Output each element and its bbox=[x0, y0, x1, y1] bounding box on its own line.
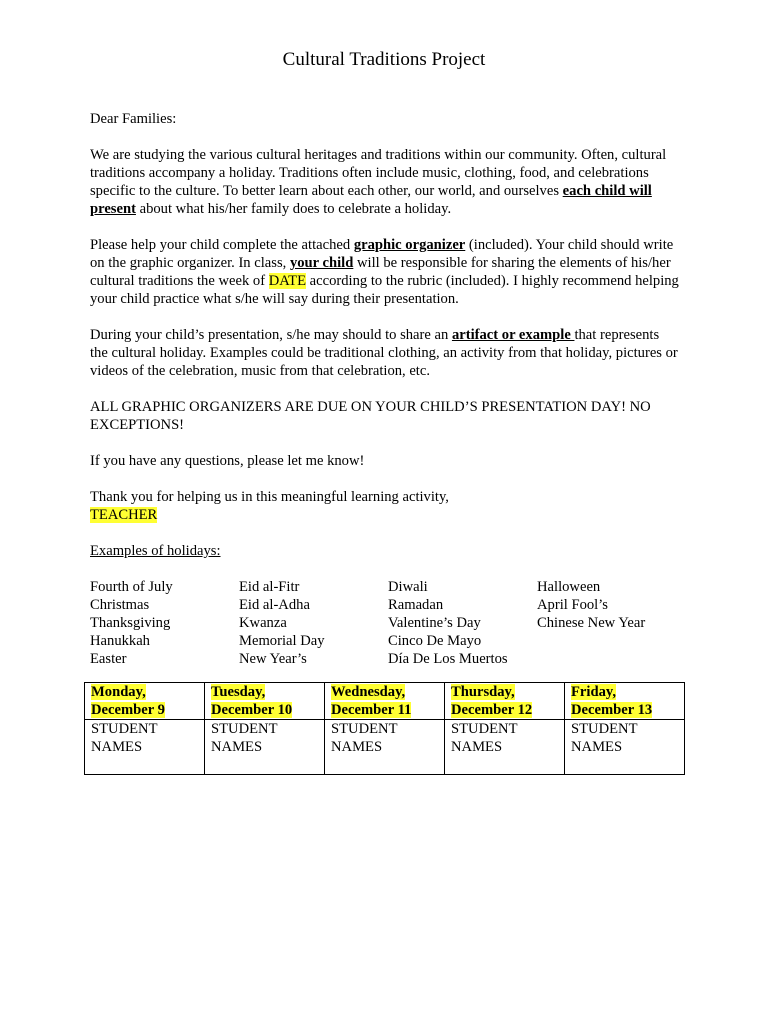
schedule-names-row bbox=[85, 720, 685, 775]
emphasis-graphic-organizer: graphic organizer bbox=[353, 237, 466, 253]
holiday-item: Eid al-Adha bbox=[239, 597, 310, 613]
letter-body bbox=[90, 110, 680, 668]
date-placeholder: DATE bbox=[268, 273, 307, 289]
holiday-column bbox=[239, 578, 388, 668]
day-weekday: Monday, bbox=[91, 684, 146, 700]
student-names-cell: STUDENT NAMES bbox=[205, 720, 325, 775]
holiday-item: Valentine’s Day bbox=[388, 615, 481, 631]
holiday-item: Diwali bbox=[388, 579, 428, 595]
holiday-item: Easter bbox=[90, 651, 127, 667]
day-date: December 13 bbox=[571, 702, 653, 718]
day-weekday: Tuesday, bbox=[211, 684, 266, 700]
holiday-item: Cinco De Mayo bbox=[388, 633, 482, 649]
page-title: Cultural Traditions Project bbox=[282, 49, 486, 70]
student-names-cell: STUDENT NAMES bbox=[445, 720, 565, 775]
day-date: December 11 bbox=[331, 702, 412, 718]
paragraph-instructions: Please help your child complete the attached graphic organizer (included). Your child should write on the graphic organizer. In class, your child will be responsible for sharing the elements of his/her cultural traditions the week of DATE according to the rubric (included). I highly recommend helping your child practice what s/he will say during their presentation. bbox=[90, 237, 679, 307]
paragraph-deadline: ALL GRAPHIC ORGANIZERS ARE DUE ON YOUR CHILD’S PRESENTATION DAY! NO EXCEPTIONS! bbox=[90, 399, 651, 433]
holiday-item: Hanukkah bbox=[90, 633, 150, 649]
holiday-item: April Fool’s bbox=[537, 597, 608, 613]
day-weekday: Friday, bbox=[571, 684, 616, 700]
holiday-item: Christmas bbox=[90, 597, 150, 613]
holiday-item: New Year’s bbox=[239, 651, 307, 667]
holiday-item: Halloween bbox=[537, 579, 601, 595]
holiday-column bbox=[537, 578, 687, 668]
day-weekday: Thursday, bbox=[451, 684, 515, 700]
holiday-item: Thanksgiving bbox=[90, 615, 171, 631]
salutation: Dear Families: bbox=[90, 111, 177, 127]
student-names-cell: STUDENT NAMES bbox=[85, 720, 205, 775]
day-date: December 9 bbox=[91, 702, 165, 718]
paragraph-questions: If you have any questions, please let me know! bbox=[90, 453, 365, 469]
holiday-item: Fourth of July bbox=[90, 579, 173, 595]
schedule-day-cell bbox=[445, 683, 565, 720]
holiday-item: Chinese New Year bbox=[537, 615, 646, 631]
holiday-item: Día De Los Muertos bbox=[388, 651, 508, 667]
day-date: December 12 bbox=[451, 702, 533, 718]
paragraph-artifact: During your child’s presentation, s/he may should to share an artifact or example that represents the cultural holiday. Examples could be traditional clothing, an activity from that holiday, pictures or videos of the celebration, music from that celebration, etc. bbox=[90, 327, 678, 379]
examples-heading: Examples of holidays: bbox=[90, 543, 221, 559]
holiday-item: Memorial Day bbox=[239, 633, 325, 649]
schedule-day-cell bbox=[565, 683, 685, 720]
student-names-cell: STUDENT NAMES bbox=[325, 720, 445, 775]
holiday-column bbox=[388, 578, 537, 668]
schedule-day-cell bbox=[205, 683, 325, 720]
paragraph-intro: We are studying the various cultural heritages and traditions within our community. Often, cultural traditions accompany a holiday. Traditions often include music, clothing, food, and celebrations specific to the culture. To better learn about each other, our world, and ourselves each child will present about what his/her family does to celebrate a holiday. bbox=[90, 147, 667, 217]
schedule-header-row bbox=[85, 683, 685, 720]
signature: TEACHER bbox=[90, 507, 158, 523]
schedule-day-cell bbox=[85, 683, 205, 720]
emphasis-your-child: your child bbox=[289, 255, 354, 271]
closing-line: Thank you for helping us in this meaningful learning activity, bbox=[90, 489, 449, 505]
holiday-list bbox=[90, 578, 680, 668]
holiday-item: Ramadan bbox=[388, 597, 444, 613]
student-names-cell: STUDENT NAMES bbox=[565, 720, 685, 775]
holiday-item: Kwanza bbox=[239, 615, 287, 631]
presentation-schedule-table bbox=[84, 682, 685, 775]
holiday-item: Eid al-Fitr bbox=[239, 579, 300, 595]
schedule-day-cell bbox=[325, 683, 445, 720]
emphasis-artifact: artifact or example bbox=[451, 327, 575, 343]
day-date: December 10 bbox=[211, 702, 293, 718]
day-weekday: Wednesday, bbox=[331, 684, 406, 700]
emphasis-each-child: each child will present bbox=[90, 183, 652, 217]
holiday-column bbox=[90, 578, 239, 668]
